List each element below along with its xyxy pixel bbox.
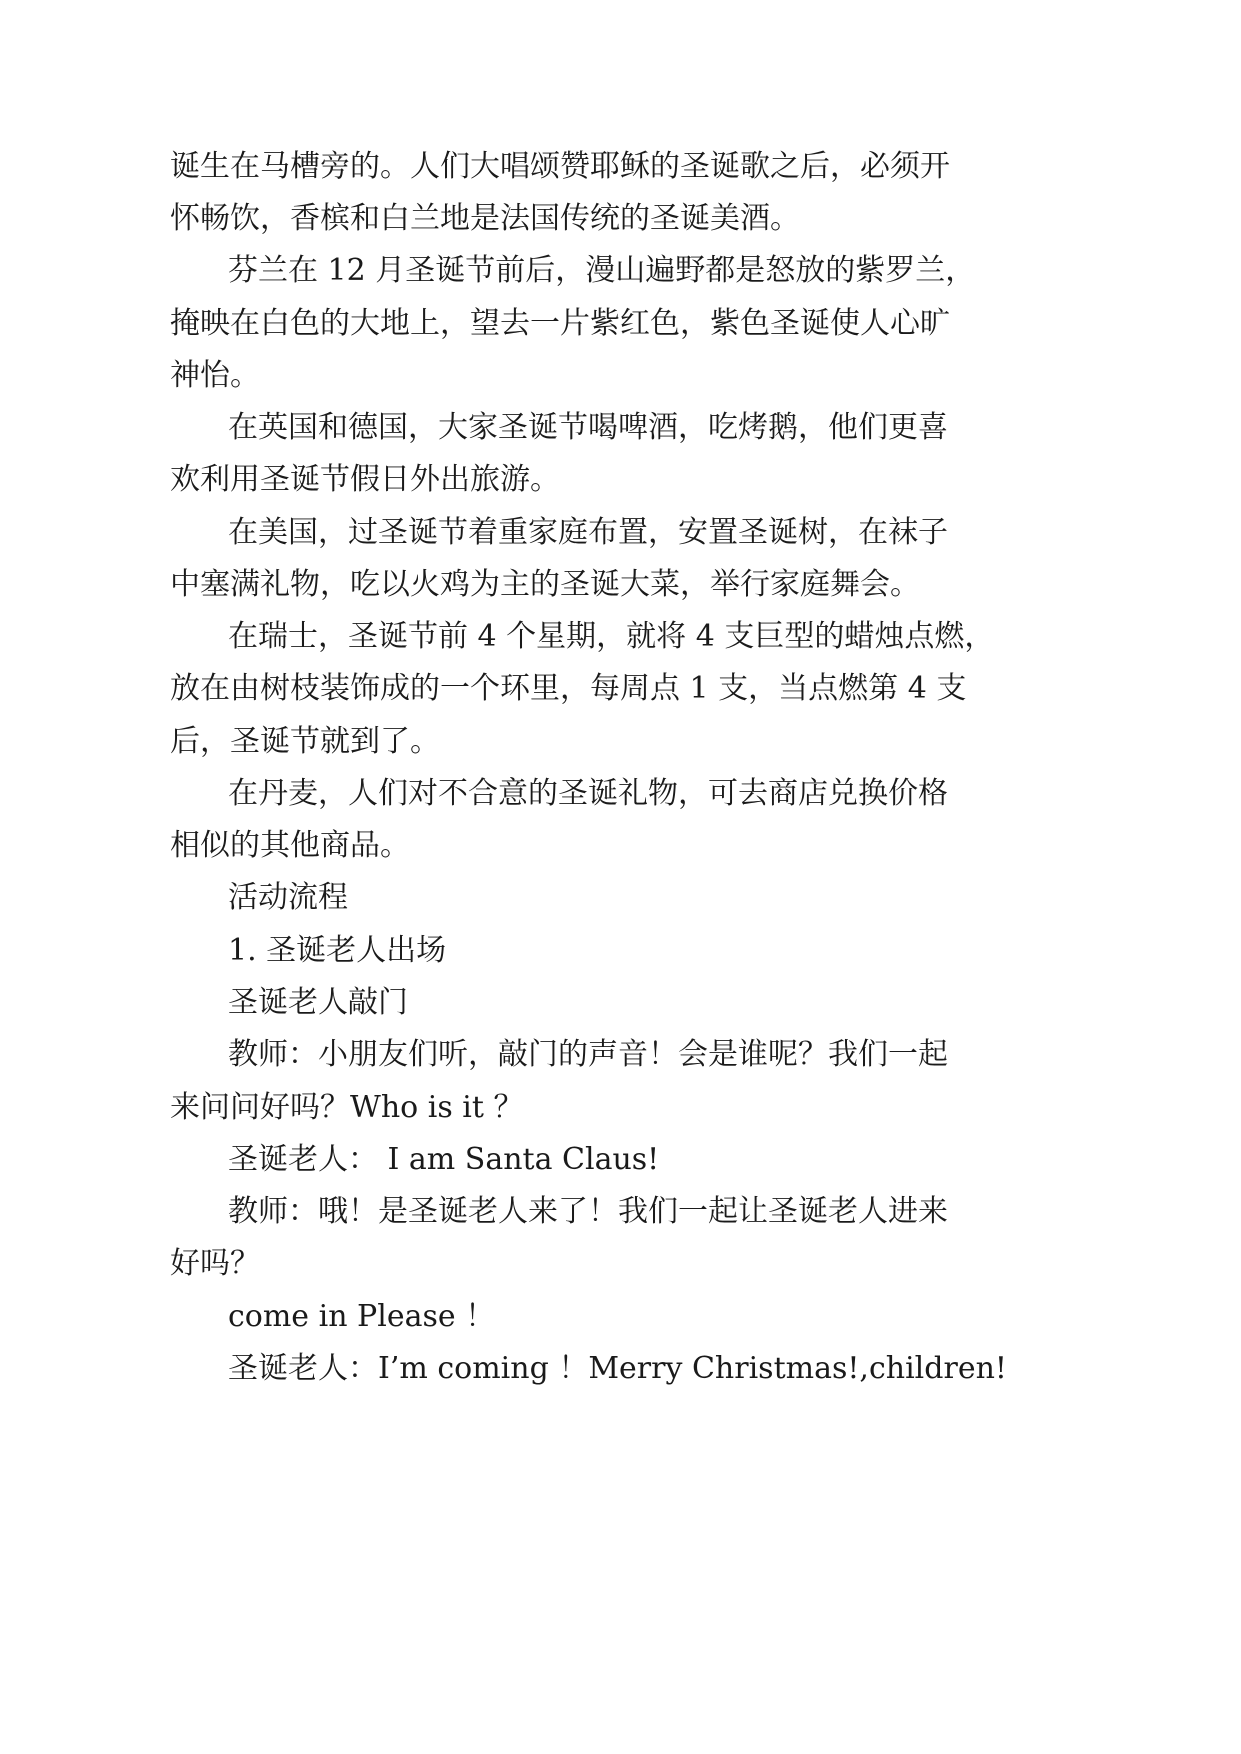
step-heading: 1. 圣诞老人出场: [228, 933, 447, 968]
text-line: 欢利用圣诞节假日外出旅游。: [170, 462, 560, 497]
text-line: 教师：哦！是圣诞老人来了！我们一起让圣诞老人进来: [228, 1194, 948, 1229]
text-line: 放在由树枝装饰成的一个环里，每周点 1 支，当点燃第 4 支: [170, 671, 967, 706]
text-line: 在瑞士，圣诞节前 4 个星期，就将 4 支巨型的蜡烛点燃，: [228, 619, 995, 654]
text-line: 来问问好吗？Who is it ？: [170, 1090, 524, 1125]
text-line: 圣诞老人： I am Santa Claus!: [228, 1142, 660, 1177]
text-line: 诞生在马槽旁的。人们大唱颂赞耶稣的圣诞歌之后，必须开: [170, 149, 950, 184]
text-line: 后，圣诞节就到了。: [170, 724, 440, 759]
text-line: 圣诞老人敲门: [228, 985, 408, 1020]
text-line: come in Please ！: [228, 1299, 496, 1334]
text-line: 相似的其他商品。: [170, 828, 410, 863]
text-line: 在丹麦，人们对不合意的圣诞礼物，可去商店兑换价格: [228, 776, 948, 811]
text-line: 芬兰在 12 月圣诞节前后，漫山遍野都是怒放的紫罗兰，: [228, 253, 976, 288]
text-line: 圣诞老人：I’m coming ！Merry Christmas!,children!: [228, 1351, 1007, 1386]
text-line: 神怡。: [170, 358, 260, 393]
text-line: 教师：小朋友们听，敲门的声音！会是谁呢？我们一起: [228, 1037, 948, 1072]
text-line: 怀畅饮，香槟和白兰地是法国传统的圣诞美酒。: [170, 201, 800, 236]
text-line: 掩映在白色的大地上，望去一片紫红色，紫色圣诞使人心旷: [170, 306, 950, 341]
text-line: 在美国，过圣诞节着重家庭布置，安置圣诞树，在袜子: [228, 515, 948, 550]
text-line: 在英国和德国，大家圣诞节喝啤酒，吃烤鹅，他们更喜: [228, 410, 948, 445]
section-heading: 活动流程: [228, 880, 348, 915]
text-line: 好吗？: [170, 1246, 260, 1281]
text-line: 中塞满礼物，吃以火鸡为主的圣诞大菜，举行家庭舞会。: [170, 567, 920, 602]
